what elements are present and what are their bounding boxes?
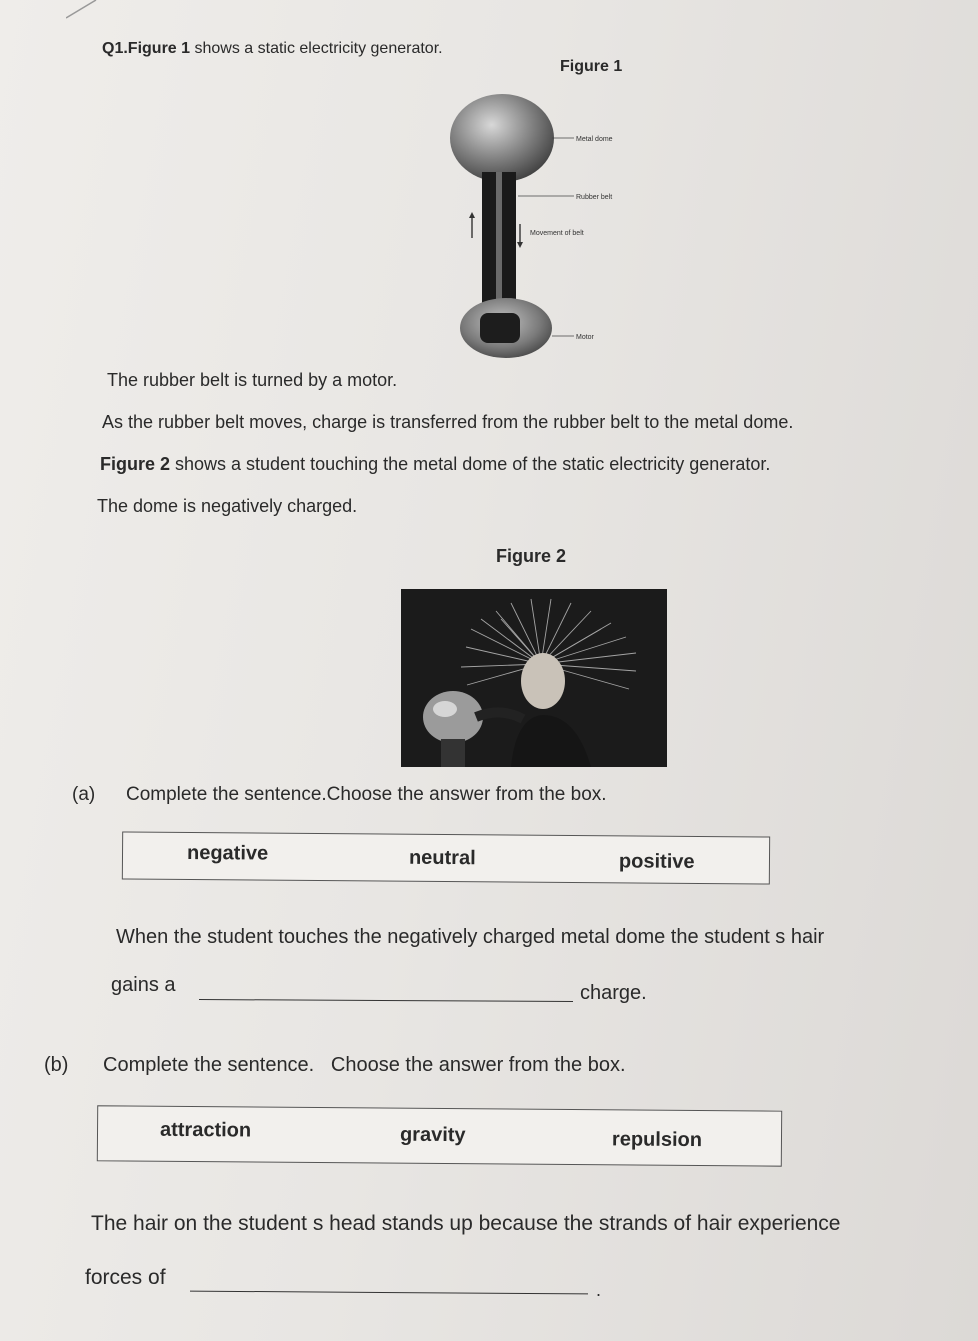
part-a-sentence-start: gains a [111, 974, 176, 996]
figure2-student-photo [401, 589, 667, 767]
part-a-sentence-end: charge. [580, 982, 647, 1004]
paragraph-figure2-intro [100, 454, 770, 475]
label-metal-dome: Metal dome [576, 136, 613, 143]
part-b-instruction-text: Complete the sentence. Choose the answer from the box. [103, 1054, 626, 1076]
figure1-label: Figure 1 [560, 58, 623, 75]
figure2-dome [423, 691, 483, 743]
question-intro-text: shows a static electricity generator. [190, 40, 443, 57]
answer-box-b [97, 1105, 782, 1166]
paragraph-dome-negative: The dome is negatively charged. [97, 496, 358, 516]
paragraph-belt-motor: The rubber belt is turned by a motor. [107, 370, 398, 390]
figure1-generator-diagram [440, 88, 650, 368]
part-a-tag: (a) [72, 784, 96, 805]
part-b-instruction [44, 1054, 626, 1077]
option-neutral[interactable]: neutral [408, 846, 476, 870]
part-a-instruction [72, 784, 607, 806]
part-b-sentence-start: forces of [85, 1266, 166, 1289]
figure2-label: Figure 2 [496, 546, 567, 566]
label-rubber-belt: Rubber belt [576, 194, 613, 201]
part-a-answer-blank[interactable] [199, 999, 573, 1002]
figure2-reference: Figure 2 [100, 454, 171, 474]
label-motor: Motor [576, 334, 594, 341]
part-a-instruction-text: Complete the sentence.Choose the answer from the box. [126, 784, 607, 805]
page-edge-mark [66, 0, 126, 20]
metal-dome [450, 94, 554, 182]
option-repulsion[interactable]: repulsion [611, 1128, 703, 1152]
student-face [521, 653, 565, 709]
part-a-sentence-line1: When the student touches the negatively charged metal dome the student s hair [116, 926, 825, 948]
paragraph-figure2-text: shows a student touching the metal dome of the static electricity generator. [170, 454, 771, 474]
figure1-reference: Figure 1 [127, 40, 191, 57]
part-b-sentence-end: . [596, 1280, 602, 1300]
part-b-answer-blank[interactable] [190, 1291, 588, 1295]
question-intro [102, 40, 443, 58]
part-b-sentence-line1: The hair on the student s head stands up because the strands of hair experience [91, 1212, 841, 1235]
option-gravity[interactable]: gravity [399, 1123, 466, 1147]
answer-box-a [122, 831, 770, 884]
label-movement-of-belt: Movement of belt [530, 230, 584, 237]
paragraph-charge-transfer: As the rubber belt moves, charge is transferred from the rubber belt to the metal dome. [102, 412, 794, 432]
question-number: Q1. [102, 40, 128, 57]
option-attraction[interactable]: attraction [159, 1118, 252, 1142]
part-b-tag: (b) [44, 1054, 69, 1076]
option-positive[interactable]: positive [618, 850, 695, 873]
option-negative[interactable]: negative [186, 841, 269, 865]
